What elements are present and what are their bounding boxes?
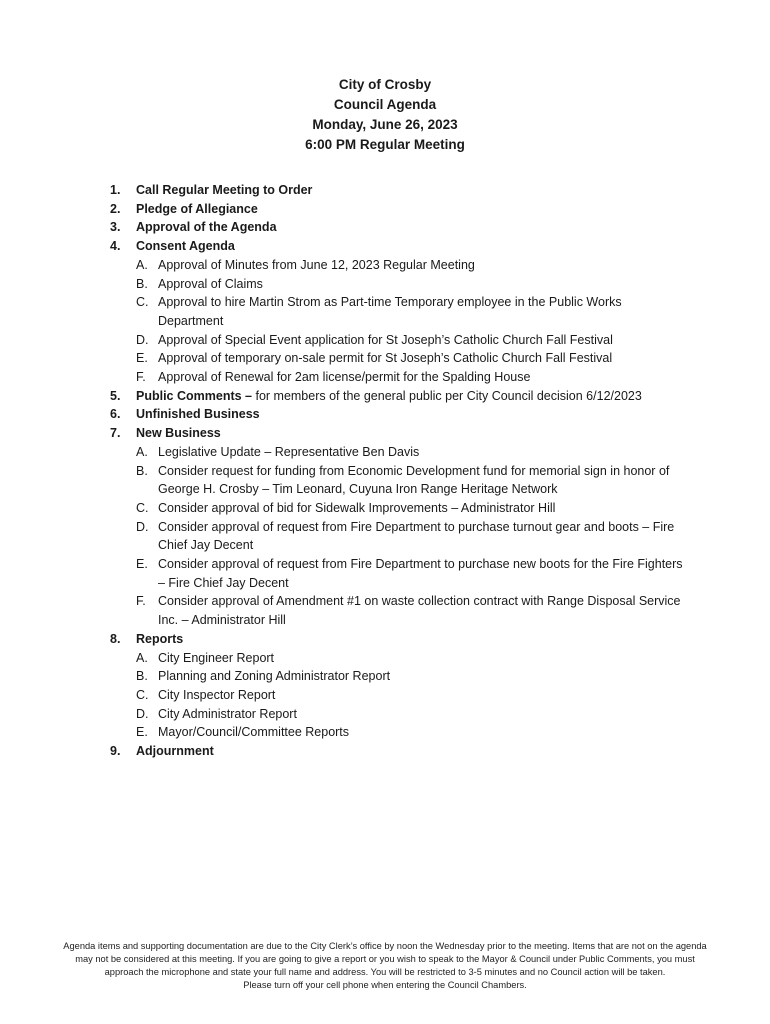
agenda-subitem-text: Approval of Special Event application for St Joseph’s Catholic Church Fall Festival [158, 332, 613, 347]
agenda-item [110, 424, 730, 443]
agenda-subitem-letter: F. [136, 370, 146, 385]
agenda-item [110, 237, 730, 256]
agenda-item-title: Adjournment [136, 744, 214, 759]
agenda-subitem [110, 592, 730, 629]
agenda-item-number: 7. [110, 426, 121, 441]
agenda-subitem [110, 368, 730, 387]
footer-phone-note: Please turn off your cell phone when entering the Council Chambers. [243, 980, 527, 990]
agenda-subitem [110, 686, 730, 705]
agenda-item-text [136, 630, 183, 649]
agenda-item-title: Pledge of Allegiance [136, 201, 258, 216]
agenda-subitem-letter: E. [136, 351, 148, 366]
agenda-item-title: Reports [136, 631, 184, 646]
agenda-item [110, 405, 730, 424]
agenda-item-number: 4. [110, 239, 121, 254]
agenda-subitem-text: Consider approval of request from Fire Department to purchase turnout gear and boots – Fire Chief Jay Decent [158, 519, 675, 553]
agenda-subitem-letter: B. [136, 463, 148, 478]
agenda-header [0, 75, 770, 155]
agenda-item-title: New Business [136, 426, 221, 441]
agenda-subitem-text: Approval to hire Martin Strom as Part-time Temporary employee in the Public Works Department [158, 295, 622, 328]
agenda-subitem-text: Approval of Renewal for 2am license/permit for the Spalding House [158, 370, 531, 385]
agenda-subitem-text: Consider approval of Amendment #1 on waste collection contract with Range Disposal Service Inc. – Administrator Hill [158, 594, 681, 628]
agenda-item-text [136, 405, 260, 424]
agenda-subitem-letter: D. [136, 519, 149, 534]
agenda-subitem-letter: C. [136, 500, 149, 515]
agenda-subitem-letter: A. [136, 650, 148, 665]
agenda-list [110, 181, 730, 761]
agenda-subitem-letter: A. [136, 257, 148, 272]
agenda-subitem-letter: B. [136, 669, 148, 684]
agenda-item-title: Call Regular Meeting to Order [136, 183, 313, 197]
agenda-subitem-text: City Administrator Report [158, 706, 297, 721]
agenda-subitem [110, 256, 730, 275]
footer-note: Agenda items and supporting documentation are due to the City Clerk’s office by noon the Wednesday prior to the meeting. Items that are not on the agenda may not be considered at this meeting. If you are going to give a report or you wish to speak to the Mayor & Council under Public Comments, you must approach the microphone and state your full name and address. You will be restricted to 3-5 minutes and no Council action will be taken. [63, 941, 707, 977]
agenda-item [110, 218, 730, 237]
agenda-subitem [110, 667, 730, 686]
agenda-subitem-text: Approval of Minutes from June 12, 2023 Regular Meeting [158, 257, 475, 272]
agenda-item-description: for members of the general public per City Council decision 6/12/2023 [252, 388, 642, 403]
agenda-subitem-letter: A. [136, 444, 148, 459]
agenda-subitem [110, 518, 730, 555]
agenda-subitem-letter: E. [136, 557, 148, 572]
agenda-subitem-text: Approval of Claims [158, 276, 263, 291]
agenda-item [110, 200, 730, 219]
agenda-subitem-letter: E. [136, 725, 148, 740]
agenda-subitem [110, 723, 730, 742]
agenda-subitem-letter: B. [136, 276, 148, 291]
agenda-subitem [110, 462, 730, 499]
agenda-item-text [136, 424, 221, 443]
agenda-subitem-letter: C. [136, 295, 149, 310]
agenda-subitem-letter: D. [136, 706, 149, 721]
agenda-item-number: 5. [110, 388, 121, 403]
agenda-subitem [110, 705, 730, 724]
agenda-subitem [110, 649, 730, 668]
agenda-item-number: 1. [110, 183, 121, 197]
agenda-item-title: Unfinished Business [136, 407, 260, 422]
agenda-item-number: 3. [110, 220, 121, 235]
document-title: Council Agenda [333, 97, 437, 112]
agenda-subitem [110, 349, 730, 368]
agenda-item-title: Public Comments – [136, 388, 252, 403]
agenda-item-text [136, 742, 214, 761]
meeting-time: 6:00 PM Regular Meeting [305, 137, 465, 152]
agenda-subitem [110, 499, 730, 518]
agenda-subitem [110, 275, 730, 294]
agenda-item-number: 2. [110, 201, 121, 216]
agenda-subitem-letter: D. [136, 332, 149, 347]
agenda-subitem [110, 555, 730, 592]
agenda-subitem-text: Approval of temporary on-sale permit for St Joseph’s Catholic Church Fall Festival [158, 351, 613, 366]
agenda-subitem-text: Consider approval of bid for Sidewalk Improvements – Administrator Hill [158, 500, 556, 515]
agenda-item-text [136, 387, 642, 406]
agenda-item [110, 387, 730, 406]
agenda-subitem-text: Consider approval of request from Fire Department to purchase new boots for the Fire Fighters – Fire Chief Jay Decent [158, 557, 683, 590]
agenda-item-text [136, 181, 312, 200]
agenda-subitem-text: City Inspector Report [158, 687, 276, 702]
agenda-subitem-text: Legislative Update – Representative Ben Davis [158, 444, 420, 459]
agenda-item-title: Consent Agenda [136, 239, 235, 254]
agenda-item-number: 6. [110, 407, 121, 422]
footer-notice [60, 940, 710, 992]
agenda-item [110, 630, 730, 649]
agenda-subitem-text: Consider request for funding from Economic Development fund for memorial sign in honor of George H. Crosby – Tim Leonard, Cuyuna Iron Range Heritage Network [158, 463, 670, 497]
agenda-subitem-text: Mayor/Council/Committee Reports [158, 725, 350, 740]
agenda-item [110, 181, 730, 200]
agenda-item [110, 742, 730, 761]
agenda-subitem [110, 331, 730, 350]
meeting-date: Monday, June 26, 2023 [312, 117, 458, 132]
agenda-item-number: 9. [110, 744, 121, 759]
agenda-subitem-letter: F. [136, 594, 146, 609]
agenda-item-text [136, 237, 235, 256]
agenda-subitem [110, 443, 730, 462]
city-name: City of Crosby [338, 77, 432, 92]
agenda-subitem [110, 293, 730, 330]
agenda-item-number: 8. [110, 631, 121, 646]
agenda-item-text [136, 200, 258, 219]
agenda-subitem-text: Planning and Zoning Administrator Report [158, 669, 391, 684]
agenda-item-title: Approval of the Agenda [136, 220, 277, 235]
agenda-item-text [136, 218, 277, 237]
agenda-subitem-text: City Engineer Report [158, 650, 275, 665]
agenda-subitem-letter: C. [136, 687, 149, 702]
